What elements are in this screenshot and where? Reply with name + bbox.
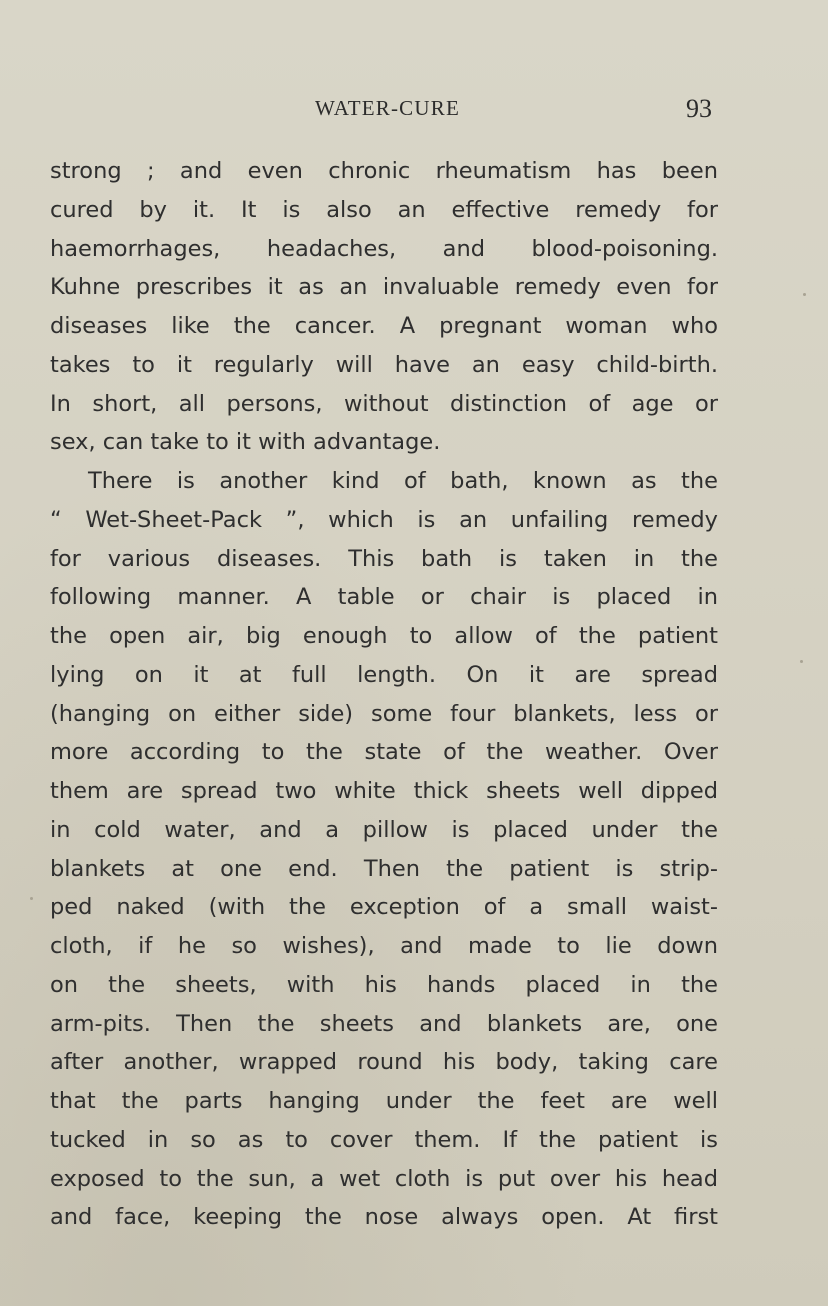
text-line: cloth, if he so wishes), and made to lie down xyxy=(50,933,718,959)
text-line: them are spread two white thick sheets well dipped xyxy=(50,778,718,804)
text-line: on the sheets, with his hands placed in the xyxy=(50,971,718,998)
paragraph xyxy=(50,152,718,462)
running-header xyxy=(0,92,828,124)
paper-speck xyxy=(803,293,806,296)
text-line: cured by it. It is also an effective remedy for xyxy=(50,196,718,223)
text-line: takes to it regularly will have an easy child-birth. xyxy=(50,351,718,378)
text-line: diseases like the cancer. A pregnant woman who xyxy=(50,313,718,339)
chapter-title: WATER-CURE xyxy=(315,96,460,120)
text-line: exposed to the sun, a wet cloth is put over his head xyxy=(50,1165,718,1192)
text-line: (hanging on either side) some four blankets, less or xyxy=(50,700,718,727)
text-line: after another, wrapped round his body, taking care xyxy=(50,1049,718,1076)
text-line: in cold water, and a pillow is placed under the xyxy=(50,816,718,843)
body-text xyxy=(50,152,718,1237)
text-line: Kuhne prescribes it as an invaluable remedy even for xyxy=(50,274,718,301)
text-line: lying on it at full length. On it are spread xyxy=(50,661,718,688)
text-line: There is another kind of bath, known as the xyxy=(88,468,718,494)
text-line: blankets at one end. Then the patient is strip- xyxy=(50,855,718,882)
paragraph xyxy=(50,462,718,1237)
text-line: that the parts hanging under the feet are well xyxy=(50,1088,718,1114)
text-line: tucked in so as to cover them. If the patient is xyxy=(50,1126,718,1153)
text-line: arm-pits. Then the sheets and blankets are, one xyxy=(50,1010,718,1037)
text-line: more according to the state of the weather. Over xyxy=(50,739,718,766)
text-line: and face, keeping the nose always open. At first xyxy=(50,1204,718,1231)
text-line: for various diseases. This bath is taken in the xyxy=(50,545,718,572)
text-line: sex, can take to it with advantage. xyxy=(50,429,441,456)
text-line: ped naked (with the exception of a small waist- xyxy=(50,894,718,921)
page-number: 93 xyxy=(686,94,712,123)
text-line: haemorrhages, headaches, and blood-poisoning. xyxy=(50,235,718,262)
paper-speck xyxy=(30,897,33,900)
text-line: “ Wet-Sheet-Pack ”, which is an unfailing remedy xyxy=(50,506,718,533)
text-line: In short, all persons, without distinction of age or xyxy=(50,390,718,417)
text-line: following manner. A table or chair is placed in xyxy=(50,584,718,611)
text-line: strong ; and even chronic rheumatism has been xyxy=(50,158,718,184)
text-line: the open air, big enough to allow of the patient xyxy=(50,623,718,649)
paper-speck xyxy=(800,660,803,663)
